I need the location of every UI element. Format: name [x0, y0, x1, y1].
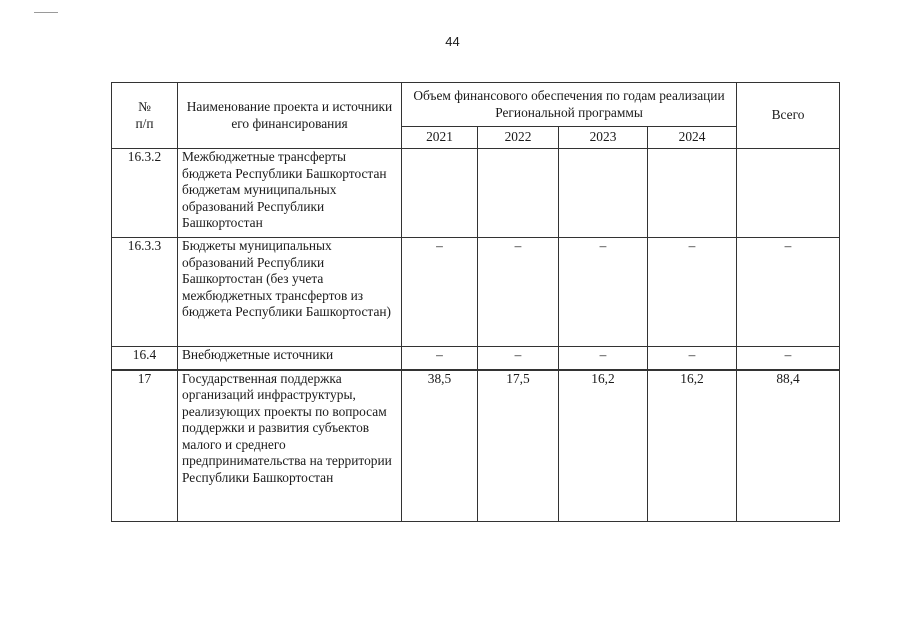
value-total: – — [737, 238, 840, 347]
scan-mark — [34, 12, 58, 13]
row-number: 16.4 — [112, 347, 178, 370]
value-2024: – — [648, 238, 737, 347]
row-name: Межбюджетные трансферты бюджета Республики Башкортостан бюджетам муниципальных образований Республики Башкортостан — [178, 149, 402, 238]
header-year-2021: 2021 — [402, 127, 478, 149]
page-number: 44 — [445, 34, 460, 49]
value-2021 — [402, 149, 478, 238]
value-total: – — [737, 347, 840, 370]
value-2021: 38,5 — [402, 370, 478, 522]
header-total-label: Всего — [771, 107, 805, 123]
table-row — [112, 370, 840, 522]
value-2024: – — [648, 347, 737, 370]
value-2022: 17,5 — [478, 370, 559, 522]
table-row — [112, 149, 840, 238]
value-2024 — [648, 149, 737, 238]
row-number: 16.3.3 — [112, 238, 178, 347]
row-name: Бюджеты муниципальных образований Республики Башкортостан (без учета межбюджетных трансфертов из бюджета Республики Башкортостан) — [178, 238, 402, 347]
header-total — [737, 83, 840, 149]
value-2022 — [478, 149, 559, 238]
row-name: Внебюджетные источники — [178, 347, 402, 370]
value-2023: – — [559, 347, 648, 370]
value-2023: – — [559, 238, 648, 347]
header-funding-group — [402, 83, 737, 127]
header-name — [178, 83, 402, 149]
header-year-2024: 2024 — [648, 127, 737, 149]
table-row — [112, 238, 840, 347]
header-year-2022: 2022 — [478, 127, 559, 149]
header-number — [112, 83, 178, 149]
value-2022: – — [478, 238, 559, 347]
financing-table — [111, 82, 840, 522]
row-number: 17 — [112, 370, 178, 522]
header-year-2023: 2023 — [559, 127, 648, 149]
header-funding-group-label: Объем финансового обеспечения по годам реализации Региональной программы — [413, 88, 725, 120]
header-name-label: Наименование проекта и источники его финансирования — [186, 99, 393, 131]
value-2021: – — [402, 347, 478, 370]
value-2023: 16,2 — [559, 370, 648, 522]
value-2021: – — [402, 238, 478, 347]
value-2022: – — [478, 347, 559, 370]
value-total — [737, 149, 840, 238]
row-name: Государственная поддержка организаций инфраструктуры, реализующих проекты по вопросам поддержки и развития субъектов малого и среднего предпринимательства на территории Республики Башкортостан — [178, 370, 402, 522]
table-row — [112, 347, 840, 370]
value-total: 88,4 — [737, 370, 840, 522]
value-2023 — [559, 149, 648, 238]
row-number: 16.3.2 — [112, 149, 178, 238]
value-2024: 16,2 — [648, 370, 737, 522]
header-number-label: № п/п — [135, 99, 154, 131]
